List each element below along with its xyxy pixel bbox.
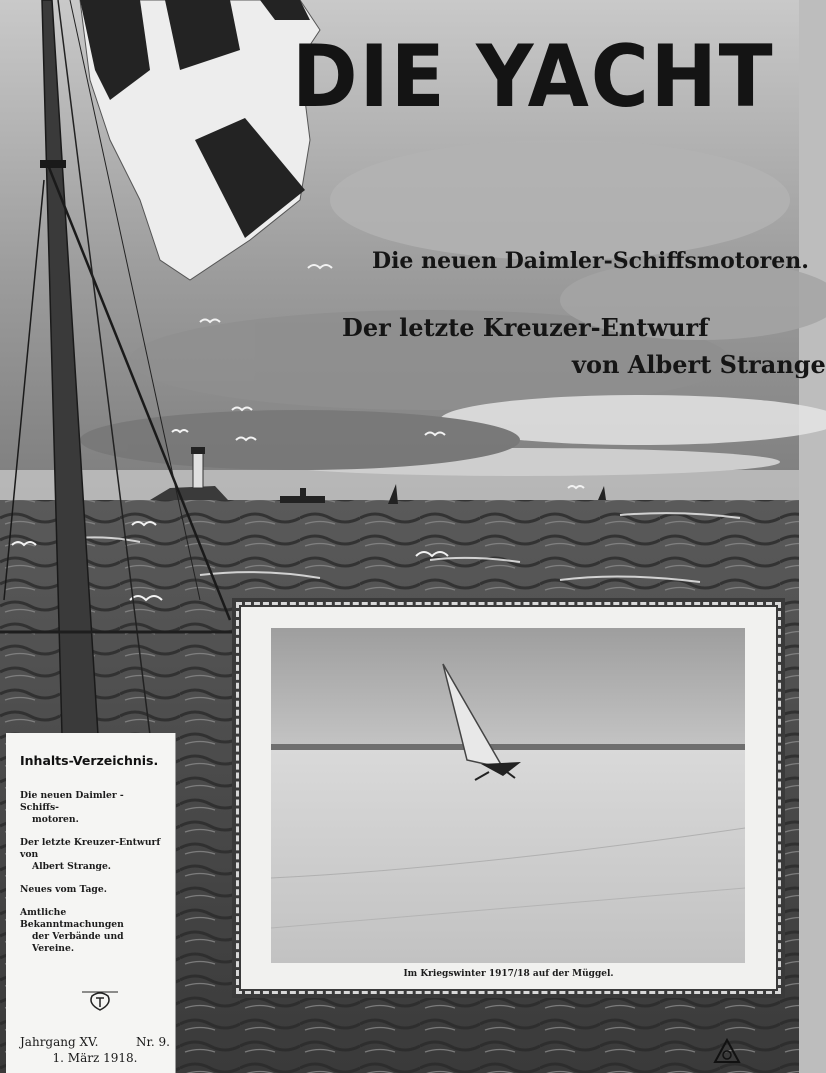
toc-item — [20, 907, 165, 955]
toc-item-text: Der letzte Kreuzer-Entwurf von — [20, 837, 161, 860]
headline: Die neuen Daimler-Schiffsmotoren. — [372, 248, 809, 274]
volume-label: Jahrgang XV. — [20, 1035, 99, 1049]
issue-date: 1. März 1918. — [52, 1051, 138, 1065]
publisher-monogram-icon — [80, 988, 120, 1014]
issue-number: Nr. 9. — [136, 1035, 170, 1049]
toc-item-text: Amtliche Bekanntmachungen — [20, 907, 124, 930]
photo-frame — [232, 598, 785, 998]
issue-info — [20, 1035, 170, 1065]
table-of-contents — [6, 733, 176, 1073]
headline: von Albert Strange — [572, 350, 826, 379]
toc-title: Inhalts-Verzeichnis. — [20, 753, 159, 768]
toc-item-text: Albert Strange. — [32, 861, 111, 872]
photo-caption: Im Kriegswinter 1917/18 auf der Müggel. — [403, 969, 614, 979]
masthead-title: DIE YACHT — [292, 27, 775, 127]
headline: Der letzte Kreuzer-Entwurf — [342, 313, 709, 342]
toc-item-text: motoren. — [32, 814, 79, 825]
toc-item-text: Die neuen Daimler - Schiffs- — [20, 790, 124, 813]
publisher-logo-icon — [712, 1036, 742, 1066]
toc-item-text: Neues vom Tage. — [20, 884, 107, 895]
toc-item — [20, 884, 165, 896]
toc-item — [20, 837, 165, 873]
ice-yacht-photo — [271, 628, 745, 963]
toc-item — [20, 790, 165, 826]
toc-item-text: der Verbände und Vereine. — [32, 931, 124, 954]
